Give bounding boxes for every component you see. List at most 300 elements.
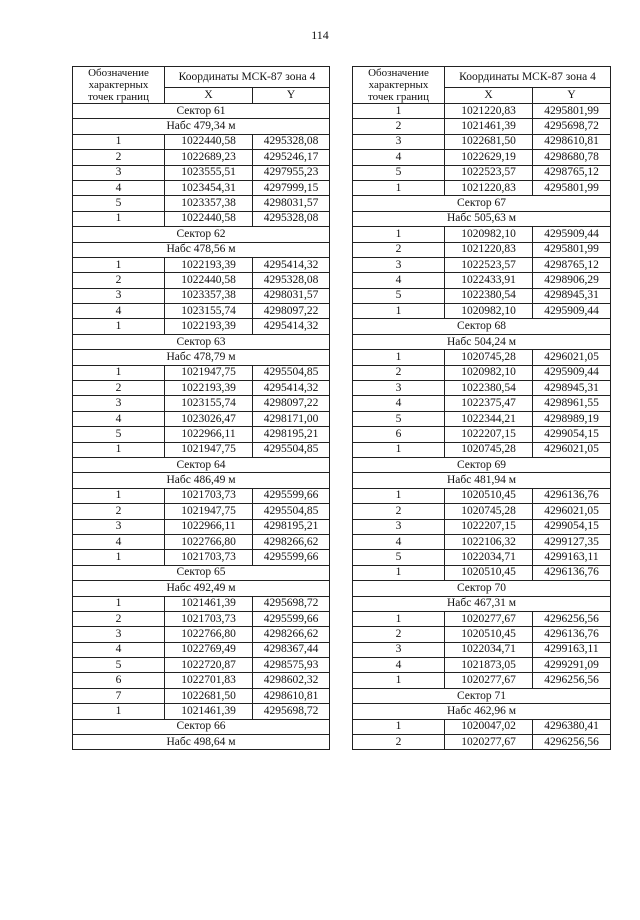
- y-coordinate: 4299291,09: [533, 658, 611, 673]
- x-coordinate: 1021703,73: [165, 611, 253, 626]
- section-row: [353, 688, 611, 703]
- x-coordinate: 1020510,45: [445, 627, 533, 642]
- table-row: [353, 673, 611, 688]
- x-coordinate: 1022440,58: [165, 211, 253, 226]
- x-coordinate: 1021220,83: [445, 104, 533, 119]
- table-row: [73, 365, 330, 380]
- y-column-header: Y: [253, 88, 330, 104]
- y-coordinate: 4298195,21: [253, 427, 330, 442]
- table-row: [73, 688, 330, 703]
- y-coordinate: 4299163,11: [533, 642, 611, 657]
- point-number: 2: [353, 735, 445, 750]
- point-number: 1: [353, 611, 445, 626]
- section-label: Сектор 65: [73, 565, 330, 580]
- table-row: [73, 642, 330, 657]
- section-label: Набс 481,94 м: [353, 473, 611, 488]
- section-row: [73, 457, 330, 472]
- point-number: 3: [353, 257, 445, 272]
- point-number: 4: [73, 304, 165, 319]
- y-coordinate: 4298765,12: [533, 165, 611, 180]
- point-number: 1: [353, 673, 445, 688]
- section-label: Сектор 64: [73, 457, 330, 472]
- x-coordinate: 1022681,50: [165, 688, 253, 703]
- y-coordinate: 4296021,05: [533, 504, 611, 519]
- y-coordinate: 4296136,76: [533, 565, 611, 580]
- point-number: 2: [353, 119, 445, 134]
- y-coordinate: 4298097,22: [253, 304, 330, 319]
- point-number: 1: [353, 180, 445, 195]
- point-number: 1: [353, 350, 445, 365]
- table-row: [353, 442, 611, 457]
- section-label: Сектор 61: [73, 104, 330, 119]
- table-row: [73, 381, 330, 396]
- section-row: [353, 319, 611, 334]
- table-row: [353, 257, 611, 272]
- point-number: 1: [353, 304, 445, 319]
- section-label: Набс 504,24 м: [353, 334, 611, 349]
- table-row: [353, 411, 611, 426]
- table-row: [73, 504, 330, 519]
- x-coordinate: 1023357,38: [165, 288, 253, 303]
- y-coordinate: 4298266,62: [253, 627, 330, 642]
- section-label: Сектор 69: [353, 457, 611, 472]
- y-coordinate: 4298602,32: [253, 673, 330, 688]
- x-coordinate: 1021947,75: [165, 442, 253, 457]
- point-number: 5: [73, 427, 165, 442]
- y-coordinate: 4299054,15: [533, 427, 611, 442]
- section-label: Набс 478,56 м: [73, 242, 330, 257]
- table-row: [73, 288, 330, 303]
- x-coordinate: 1022193,39: [165, 381, 253, 396]
- y-coordinate: 4298906,29: [533, 273, 611, 288]
- y-coordinate: 4295414,32: [253, 319, 330, 334]
- section-row: [73, 735, 330, 750]
- y-coordinate: 4297999,15: [253, 180, 330, 195]
- table-row: [353, 165, 611, 180]
- point-number: 7: [73, 688, 165, 703]
- point-number: 2: [73, 273, 165, 288]
- table-row: [353, 427, 611, 442]
- point-number: 1: [353, 488, 445, 503]
- y-coordinate: 4296021,05: [533, 350, 611, 365]
- table-row: [353, 304, 611, 319]
- x-coordinate: 1022440,58: [165, 273, 253, 288]
- table-row: [73, 534, 330, 549]
- section-row: [353, 473, 611, 488]
- point-number: 5: [73, 658, 165, 673]
- table-row: [73, 427, 330, 442]
- point-number: 6: [73, 673, 165, 688]
- x-coordinate: 1021220,83: [445, 242, 533, 257]
- section-row: [353, 704, 611, 719]
- point-designation-header: Обозначение характерных точек границ: [353, 67, 445, 104]
- section-row: [353, 457, 611, 472]
- y-coordinate: 4295909,44: [533, 304, 611, 319]
- y-coordinate: 4295328,08: [253, 273, 330, 288]
- x-coordinate: 1023026,47: [165, 411, 253, 426]
- table-row: [73, 442, 330, 457]
- point-number: 1: [73, 550, 165, 565]
- y-coordinate: 4298367,44: [253, 642, 330, 657]
- point-number: 1: [353, 442, 445, 457]
- table-row: [73, 611, 330, 626]
- y-coordinate: 4298989,19: [533, 411, 611, 426]
- point-number: 3: [73, 165, 165, 180]
- table-row: [73, 550, 330, 565]
- point-number: 5: [353, 411, 445, 426]
- table-row: [353, 550, 611, 565]
- table-row: [353, 134, 611, 149]
- y-coordinate: 4298031,57: [253, 288, 330, 303]
- table-row: [353, 365, 611, 380]
- y-coordinate: 4295801,99: [533, 104, 611, 119]
- x-column-header: X: [165, 88, 253, 104]
- section-row: [73, 119, 330, 134]
- point-number: 5: [353, 165, 445, 180]
- y-coordinate: 4295599,66: [253, 550, 330, 565]
- y-coordinate: 4295599,66: [253, 488, 330, 503]
- y-coordinate: 4295698,72: [253, 596, 330, 611]
- section-label: Сектор 67: [353, 196, 611, 211]
- y-coordinate: 4298266,62: [253, 534, 330, 549]
- x-coordinate: 1022629,19: [445, 150, 533, 165]
- x-coordinate: 1020277,67: [445, 611, 533, 626]
- x-coordinate: 1023155,74: [165, 304, 253, 319]
- point-number: 1: [73, 704, 165, 719]
- table-row: [353, 150, 611, 165]
- y-coordinate: 4296256,56: [533, 611, 611, 626]
- point-number: 2: [73, 611, 165, 626]
- y-coordinate: 4295504,85: [253, 504, 330, 519]
- y-coordinate: 4296256,56: [533, 673, 611, 688]
- table-row: [353, 288, 611, 303]
- table-row: [73, 396, 330, 411]
- x-coordinate: 1021703,73: [165, 488, 253, 503]
- section-row: [353, 334, 611, 349]
- point-number: 1: [353, 719, 445, 734]
- point-number: 6: [353, 427, 445, 442]
- table-row: [353, 534, 611, 549]
- section-label: Набс 462,96 м: [353, 704, 611, 719]
- x-coordinate: 1022433,91: [445, 273, 533, 288]
- point-number: 2: [353, 242, 445, 257]
- y-coordinate: 4295414,32: [253, 257, 330, 272]
- section-label: Сектор 70: [353, 581, 611, 596]
- x-coordinate: 1022380,54: [445, 381, 533, 396]
- x-coordinate: 1022034,71: [445, 550, 533, 565]
- point-number: 4: [353, 534, 445, 549]
- x-coordinate: 1020982,10: [445, 227, 533, 242]
- page-number: 114: [311, 28, 329, 42]
- x-coordinate: 1022689,23: [165, 150, 253, 165]
- point-number: 3: [73, 396, 165, 411]
- y-coordinate: 4295328,08: [253, 134, 330, 149]
- section-row: [73, 581, 330, 596]
- x-coordinate: 1020745,28: [445, 442, 533, 457]
- table-row: [353, 273, 611, 288]
- table-row: [73, 273, 330, 288]
- table-body-left: [73, 104, 330, 750]
- y-coordinate: 4296380,41: [533, 719, 611, 734]
- point-number: 4: [73, 411, 165, 426]
- table-row: [353, 242, 611, 257]
- x-coordinate: 1021461,39: [445, 119, 533, 134]
- y-coordinate: 4295246,17: [253, 150, 330, 165]
- y-coordinate: 4297955,23: [253, 165, 330, 180]
- point-number: 4: [73, 534, 165, 549]
- x-coordinate: 1021947,75: [165, 365, 253, 380]
- point-number: 1: [353, 104, 445, 119]
- x-coordinate: 1022380,54: [445, 288, 533, 303]
- x-coordinate: 1021703,73: [165, 550, 253, 565]
- y-coordinate: 4298945,31: [533, 288, 611, 303]
- table-row: [73, 488, 330, 503]
- section-row: [73, 227, 330, 242]
- x-coordinate: 1022523,57: [445, 165, 533, 180]
- point-number: 2: [73, 381, 165, 396]
- table-row: [353, 627, 611, 642]
- point-number: 4: [73, 180, 165, 195]
- table-row: [73, 196, 330, 211]
- y-coordinate: 4298765,12: [533, 257, 611, 272]
- table-row: [73, 257, 330, 272]
- coordinates-header: Координаты МСК-87 зона 4: [165, 67, 330, 88]
- table-row: [353, 396, 611, 411]
- point-number: 3: [73, 519, 165, 534]
- y-coordinate: 4295698,72: [533, 119, 611, 134]
- table-row: [353, 658, 611, 673]
- point-number: 1: [73, 257, 165, 272]
- table-row: [73, 134, 330, 149]
- section-row: [353, 211, 611, 226]
- x-coordinate: 1022375,47: [445, 396, 533, 411]
- point-number: 3: [353, 519, 445, 534]
- x-coordinate: 1022106,32: [445, 534, 533, 549]
- y-coordinate: 4298945,31: [533, 381, 611, 396]
- x-coordinate: 1022207,15: [445, 427, 533, 442]
- section-row: [73, 242, 330, 257]
- y-coordinate: 4295909,44: [533, 227, 611, 242]
- y-coordinate: 4295504,85: [253, 365, 330, 380]
- x-coordinate: 1022720,87: [165, 658, 253, 673]
- y-coordinate: 4296021,05: [533, 442, 611, 457]
- table-row: [73, 673, 330, 688]
- point-number: 1: [353, 227, 445, 242]
- point-number: 4: [353, 273, 445, 288]
- table-row: [353, 719, 611, 734]
- coordinates-table-right: [352, 66, 611, 750]
- x-coordinate: 1023454,31: [165, 180, 253, 195]
- coordinates-header: Координаты МСК-87 зона 4: [445, 67, 611, 88]
- point-number: 5: [73, 196, 165, 211]
- y-coordinate: 4295414,32: [253, 381, 330, 396]
- x-coordinate: 1020277,67: [445, 673, 533, 688]
- y-coordinate: 4295504,85: [253, 442, 330, 457]
- y-coordinate: 4298031,57: [253, 196, 330, 211]
- point-number: 1: [73, 488, 165, 503]
- table-row: [353, 519, 611, 534]
- section-label: Набс 505,63 м: [353, 211, 611, 226]
- point-number: 5: [353, 288, 445, 303]
- section-row: [73, 473, 330, 488]
- section-label: Сектор 63: [73, 334, 330, 349]
- point-number: 3: [353, 642, 445, 657]
- point-number: 3: [353, 381, 445, 396]
- x-coordinate: 1022966,11: [165, 427, 253, 442]
- x-coordinate: 1022344,21: [445, 411, 533, 426]
- x-coordinate: 1021461,39: [165, 596, 253, 611]
- table-row: [353, 119, 611, 134]
- y-coordinate: 4299054,15: [533, 519, 611, 534]
- x-coordinate: 1020510,45: [445, 488, 533, 503]
- point-number: 4: [73, 642, 165, 657]
- y-coordinate: 4295328,08: [253, 211, 330, 226]
- y-coordinate: 4298195,21: [253, 519, 330, 534]
- x-coordinate: 1022440,58: [165, 134, 253, 149]
- y-column-header: Y: [533, 88, 611, 104]
- y-coordinate: 4295801,99: [533, 242, 611, 257]
- section-label: Сектор 62: [73, 227, 330, 242]
- point-number: 1: [73, 134, 165, 149]
- table-row: [353, 565, 611, 580]
- x-column-header: X: [445, 88, 533, 104]
- x-coordinate: 1023357,38: [165, 196, 253, 211]
- section-label: Набс 479,34 м: [73, 119, 330, 134]
- section-row: [73, 334, 330, 349]
- x-coordinate: 1020982,10: [445, 365, 533, 380]
- table-row: [353, 180, 611, 195]
- x-coordinate: 1022034,71: [445, 642, 533, 657]
- y-coordinate: 4295599,66: [253, 611, 330, 626]
- y-coordinate: 4298171,00: [253, 411, 330, 426]
- section-label: Сектор 71: [353, 688, 611, 703]
- section-label: Сектор 66: [73, 719, 330, 734]
- table-row: [353, 642, 611, 657]
- y-coordinate: 4296256,56: [533, 735, 611, 750]
- section-label: Сектор 68: [353, 319, 611, 334]
- x-coordinate: 1021461,39: [165, 704, 253, 719]
- coordinates-table-left: [72, 66, 330, 750]
- point-number: 1: [353, 565, 445, 580]
- table-row: [73, 211, 330, 226]
- x-coordinate: 1021220,83: [445, 180, 533, 195]
- table-row: [353, 504, 611, 519]
- table-row: [73, 150, 330, 165]
- point-number: 4: [353, 150, 445, 165]
- table-row: [353, 488, 611, 503]
- table-row: [353, 350, 611, 365]
- point-number: 4: [353, 396, 445, 411]
- x-coordinate: 1022769,49: [165, 642, 253, 657]
- point-number: 2: [353, 627, 445, 642]
- table-row: [73, 304, 330, 319]
- section-row: [73, 719, 330, 734]
- x-coordinate: 1022523,57: [445, 257, 533, 272]
- table-row: [73, 319, 330, 334]
- table-row: [73, 658, 330, 673]
- y-coordinate: 4298097,22: [253, 396, 330, 411]
- point-number: 2: [73, 504, 165, 519]
- x-coordinate: 1020982,10: [445, 304, 533, 319]
- x-coordinate: 1023555,51: [165, 165, 253, 180]
- x-coordinate: 1020277,67: [445, 735, 533, 750]
- y-coordinate: 4296136,76: [533, 488, 611, 503]
- table-row: [73, 596, 330, 611]
- point-number: 1: [73, 211, 165, 226]
- point-number: 1: [73, 596, 165, 611]
- point-number: 2: [353, 365, 445, 380]
- table-row: [353, 611, 611, 626]
- y-coordinate: 4299163,11: [533, 550, 611, 565]
- y-coordinate: 4298680,78: [533, 150, 611, 165]
- x-coordinate: 1022193,39: [165, 257, 253, 272]
- table-row: [73, 411, 330, 426]
- y-coordinate: 4298575,93: [253, 658, 330, 673]
- y-coordinate: 4299127,35: [533, 534, 611, 549]
- point-designation-header: Обозначение характерных точек границ: [73, 67, 165, 104]
- section-row: [73, 565, 330, 580]
- section-row: [353, 581, 611, 596]
- table-row: [73, 519, 330, 534]
- y-coordinate: 4298610,81: [533, 134, 611, 149]
- y-coordinate: 4296136,76: [533, 627, 611, 642]
- table-row: [73, 627, 330, 642]
- x-coordinate: 1020047,02: [445, 719, 533, 734]
- point-number: 3: [73, 288, 165, 303]
- table-row: [353, 227, 611, 242]
- x-coordinate: 1021873,05: [445, 658, 533, 673]
- section-row: [73, 350, 330, 365]
- x-coordinate: 1022207,15: [445, 519, 533, 534]
- y-coordinate: 4295698,72: [253, 704, 330, 719]
- x-coordinate: 1022766,80: [165, 534, 253, 549]
- y-coordinate: 4298961,55: [533, 396, 611, 411]
- point-number: 5: [353, 550, 445, 565]
- point-number: 1: [73, 319, 165, 334]
- table-row: [353, 104, 611, 119]
- table-row: [73, 180, 330, 195]
- x-coordinate: 1020510,45: [445, 565, 533, 580]
- point-number: 2: [353, 504, 445, 519]
- table-row: [353, 735, 611, 750]
- point-number: 1: [73, 365, 165, 380]
- x-coordinate: 1020745,28: [445, 350, 533, 365]
- x-coordinate: 1022766,80: [165, 627, 253, 642]
- section-label: Набс 492,49 м: [73, 581, 330, 596]
- y-coordinate: 4295909,44: [533, 365, 611, 380]
- section-row: [73, 104, 330, 119]
- x-coordinate: 1021947,75: [165, 504, 253, 519]
- section-label: Набс 478,79 м: [73, 350, 330, 365]
- point-number: 3: [73, 627, 165, 642]
- point-number: 2: [73, 150, 165, 165]
- y-coordinate: 4298610,81: [253, 688, 330, 703]
- table-body-right: [353, 104, 611, 750]
- section-label: Набс 486,49 м: [73, 473, 330, 488]
- x-coordinate: 1022681,50: [445, 134, 533, 149]
- x-coordinate: 1022966,11: [165, 519, 253, 534]
- x-coordinate: 1023155,74: [165, 396, 253, 411]
- x-coordinate: 1022701,83: [165, 673, 253, 688]
- section-row: [353, 196, 611, 211]
- x-coordinate: 1020745,28: [445, 504, 533, 519]
- table-row: [353, 381, 611, 396]
- x-coordinate: 1022193,39: [165, 319, 253, 334]
- section-label: Набс 467,31 м: [353, 596, 611, 611]
- section-label: Набс 498,64 м: [73, 735, 330, 750]
- point-number: 4: [353, 658, 445, 673]
- point-number: 1: [73, 442, 165, 457]
